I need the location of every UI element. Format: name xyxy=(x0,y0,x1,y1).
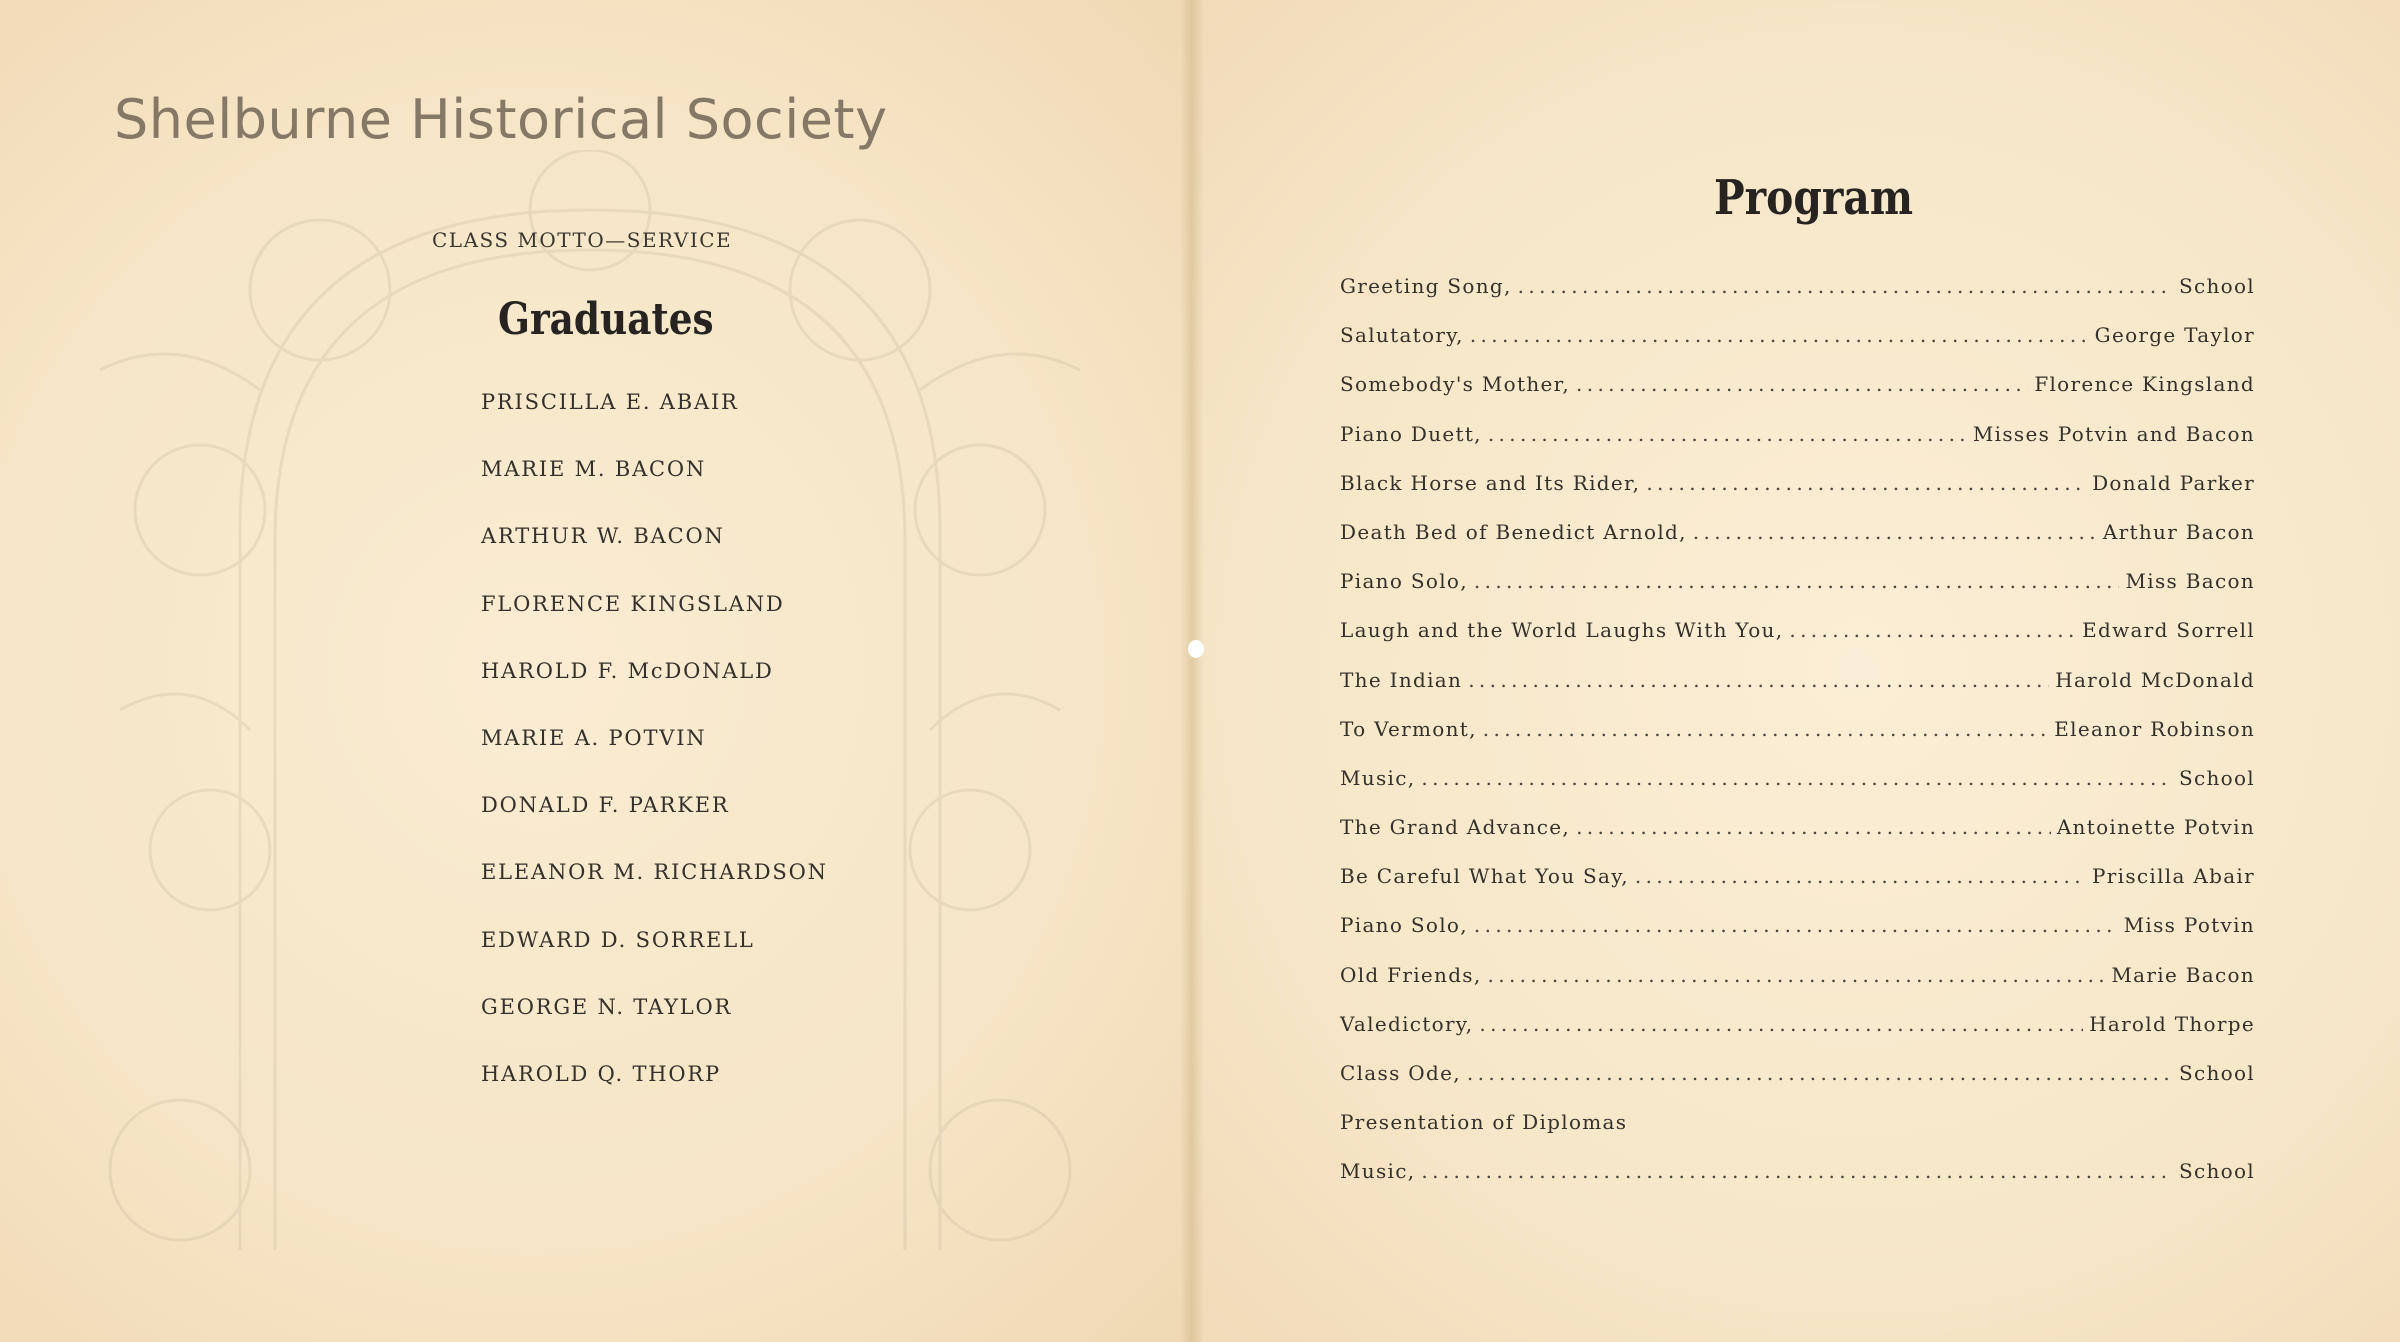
program-item-title: Black Horse and Its Rider, xyxy=(1340,470,1641,495)
program-item-performer: Harold Thorpe xyxy=(2089,1011,2255,1036)
graduate-name: ARTHUR W. BACON xyxy=(481,524,725,549)
dot-leader xyxy=(1576,368,2028,400)
graduate-name: ELEANOR M. RICHARDSON xyxy=(481,860,828,885)
program-item xyxy=(1340,270,2255,319)
program-item-title: Be Careful What You Say, xyxy=(1340,864,1629,889)
program-item-performer: George Taylor xyxy=(2094,323,2255,348)
program-item-performer: School xyxy=(2178,274,2255,298)
dot-leader xyxy=(1467,1057,2173,1089)
program-item xyxy=(1340,614,2255,663)
punch-hole xyxy=(1188,640,1204,658)
program-item-title: Class Ode, xyxy=(1340,1061,1461,1085)
dot-leader xyxy=(1470,319,2089,351)
program-item xyxy=(1340,713,2255,762)
graduate-name: GEORGE N. TAYLOR xyxy=(481,994,733,1019)
dot-leader xyxy=(1474,909,2118,941)
program-item xyxy=(1340,1155,2255,1204)
program-item-performer: Eleanor Robinson xyxy=(2054,716,2255,741)
dot-leader xyxy=(1479,1008,2083,1040)
program-item-title: Presentation of Diplomas xyxy=(1340,1110,1628,1135)
program-item-title: Old Friends, xyxy=(1340,962,1482,987)
program-item xyxy=(1340,664,2255,713)
program-item-title: Piano Solo, xyxy=(1340,913,1468,938)
dot-leader xyxy=(1421,1155,2173,1187)
dot-leader xyxy=(1693,516,2097,548)
dot-leader xyxy=(1488,418,1967,450)
program-item-performer: Edward Sorrell xyxy=(2082,618,2255,643)
dot-leader xyxy=(1646,467,2086,499)
program-item-title: Music, xyxy=(1340,1159,1416,1184)
program-item-performer: School xyxy=(2178,1061,2255,1085)
program-item xyxy=(1340,467,2255,516)
program-item xyxy=(1340,319,2255,368)
graduate-name: DONALD F. PARKER xyxy=(481,793,730,818)
program-item xyxy=(1340,565,2255,614)
dot-leader xyxy=(1576,811,2051,843)
graduate-name: MARIE M. BACON xyxy=(481,457,707,482)
program-item-performer: Florence Kingsland xyxy=(2034,372,2255,397)
program-item xyxy=(1340,516,2255,565)
program-item xyxy=(1340,762,2255,811)
graduate-name: EDWARD D. SORRELL xyxy=(481,927,755,952)
program-item-performer: Arthur Bacon xyxy=(2102,519,2255,544)
program-item xyxy=(1340,811,2255,860)
dot-leader xyxy=(1518,270,2173,302)
program-item-performer: Priscilla Abair xyxy=(2092,864,2255,889)
program-item xyxy=(1340,909,2255,958)
program-item xyxy=(1340,860,2255,909)
program-item-title: The Indian xyxy=(1340,667,1463,692)
graduate-name: FLORENCE KINGSLAND xyxy=(481,591,785,616)
dot-leader xyxy=(1789,614,2076,646)
class-motto: CLASS MOTTO—SERVICE xyxy=(432,228,733,252)
center-fold xyxy=(1180,0,1204,1342)
graduates-heading: Graduates xyxy=(498,294,714,345)
program-item-title: Valedictory, xyxy=(1340,1011,1474,1036)
program-item xyxy=(1340,1008,2255,1057)
program-item-title: Somebody's Mother, xyxy=(1340,372,1571,397)
program-item xyxy=(1340,1057,2255,1106)
graduate-name: MARIE A. POTVIN xyxy=(481,725,707,750)
program-item-performer: Harold McDonald xyxy=(2055,667,2255,692)
dot-leader xyxy=(1468,664,2049,696)
dot-leader xyxy=(1421,762,2173,794)
dot-leader xyxy=(1635,860,2086,892)
dot-leader xyxy=(1483,713,2048,745)
program-item-performer: School xyxy=(2178,765,2255,790)
program-item-performer: Miss Potvin xyxy=(2123,913,2255,938)
program-item-title: Salutatory, xyxy=(1340,323,1464,348)
program-item-title: Greeting Song, xyxy=(1340,274,1512,298)
program-item-performer: Antoinette Potvin xyxy=(2056,815,2255,840)
graduates-list xyxy=(481,386,828,1125)
program-item-title: Death Bed of Benedict Arnold, xyxy=(1340,519,1687,544)
program-item-title: Piano Duett, xyxy=(1340,421,1482,446)
dot-leader xyxy=(1488,959,2106,991)
program-item xyxy=(1340,418,2255,467)
program-item-performer: Miss Bacon xyxy=(2125,569,2255,594)
program-item xyxy=(1340,959,2255,1008)
left-page xyxy=(0,0,1192,1342)
graduate-name: HAROLD Q. THORP xyxy=(481,1061,721,1086)
dot-leader xyxy=(1474,565,2120,597)
program-heading: Program xyxy=(1714,170,1914,226)
program-item-performer: Marie Bacon xyxy=(2111,962,2255,987)
society-watermark-text: Shelburne Historical Society xyxy=(114,88,888,151)
program-item-performer: Misses Potvin and Bacon xyxy=(1972,421,2255,446)
program-item-title: Music, xyxy=(1340,765,1416,790)
program-item-title: Laugh and the World Laughs With You, xyxy=(1340,618,1784,643)
program-item-title: Piano Solo, xyxy=(1340,569,1468,594)
graduate-name: PRISCILLA E. ABAIR xyxy=(481,390,739,414)
program-list xyxy=(1340,270,2255,1205)
program-item-title: The Grand Advance, xyxy=(1340,815,1571,840)
program-item-performer: School xyxy=(2178,1159,2255,1184)
graduate-name: HAROLD F. McDONALD xyxy=(481,658,774,683)
program-item-title: To Vermont, xyxy=(1340,716,1477,741)
program-item-performer: Donald Parker xyxy=(2092,470,2255,495)
program-item xyxy=(1340,368,2255,417)
program-item xyxy=(1340,1106,2255,1155)
